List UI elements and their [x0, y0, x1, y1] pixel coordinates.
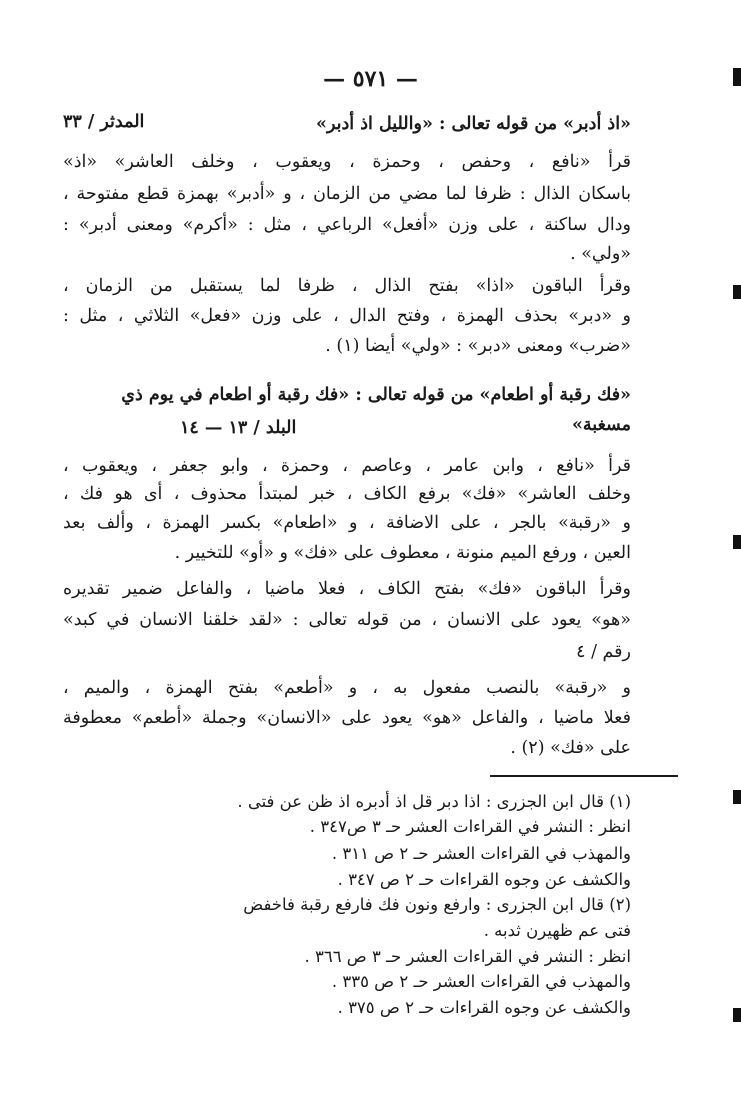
- paragraph-line: و «رقبة» بالنصب مفعول به ، و «أطعم» بفتح الهمزة ، والميم ،: [63, 678, 631, 698]
- paragraph-line: «هو» يعود على الانسان ، من قوله تعالى : «لقد خلقنا الانسان في كبد»: [63, 610, 631, 630]
- section-1-heading: «اذ أدبر» من قوله تعالى : «والليل اذ أدبر»: [316, 114, 631, 134]
- scan-edge-mark: [733, 285, 741, 299]
- section-1-ref: المدثر / ٣٣: [63, 112, 145, 132]
- paragraph-line: و «رقبة» بالجر ، على الاضافة ، و «اطعام» بكسر الهمزة ، وألف بعد: [63, 513, 631, 533]
- paragraph-line: ودال ساكنة ، على وزن «أفعل» الرباعي ، مثل : «أكرم» ومعنى أدبر» :: [63, 215, 631, 235]
- paragraph-line: «ولي» .: [570, 244, 631, 264]
- paragraph-line: باسكان الذال : ظرفا لما مضي من الزمان ، و «أدبر» بهمزة قطع مفتوحة ،: [63, 184, 631, 204]
- footnote-line: والكشف عن وجوه القراءات حـ ٢ ص ٣٧٥ .: [337, 998, 631, 1017]
- footnote-line: (٢) قال ابن الجزرى : وارفع ونون فك فارفع رقبة فاخفض: [243, 895, 631, 914]
- scan-edge-mark: [733, 68, 741, 86]
- paragraph-line: رقم / ٤: [576, 642, 631, 662]
- paragraph-line: قرأ «نافع ، وابن عامر ، وعاصم ، وحمزة ، وابو جعفر ، ويعقوب ،: [63, 456, 631, 476]
- footnote-line: (١) قال ابن الجزرى : اذا دبر قل اذ أدبره اذ ظن عن فتى .: [237, 792, 631, 811]
- paragraph-line: على «فك» (٢) .: [510, 738, 631, 758]
- section-2-ref: البلد / ١٣ — ١٤: [180, 418, 297, 438]
- scan-edge-mark: [733, 535, 741, 549]
- footnote-line: والمهذب في القراءات العشر حـ ٢ ص ٣١١ .: [331, 844, 631, 863]
- footnote-line: والكشف عن وجوه القراءات حـ ٢ ص ٣٤٧ .: [337, 870, 631, 889]
- paragraph-line: «ضرب» ومعنى «دبر» : «ولي» أيضا (١) .: [325, 336, 631, 356]
- footnote-line: انظر : النشر في القراءات العشر حـ ٣ ص ٣٦٦ .: [304, 947, 631, 966]
- section-2-heading-cont: مسغبة»: [571, 415, 631, 435]
- paragraph-line: قرأ «نافع ، وحفص ، وحمزة ، ويعقوب ، وخلف العاشر» «اذ»: [63, 152, 631, 172]
- footnote-line: فتى عم ظهيرن ثدبه .: [483, 921, 631, 940]
- paragraph-line: وخلف العاشر» «فك» برفع الكاف ، خبر لمبتدأ محذوف ، أى هو فك ،: [63, 484, 631, 504]
- paragraph-line: العين ، ورفع الميم منونة ، معطوف على «فك» و «أو» للتخيير .: [174, 543, 631, 563]
- paragraph-line: وقرأ الباقون «فك» بفتح الكاف ، فعلا ماضيا ، والفاعل ضمير تقديره: [63, 579, 631, 599]
- scan-edge-mark: [733, 790, 741, 804]
- paragraph-line: و «دبر» بحذف الهمزة ، وفتح الدال ، على وزن «فعل» الثلاثي ، مثل :: [63, 306, 631, 326]
- paragraph-line: وقرأ الباقون «اذا» بفتح الذال ، ظرفا لما يستقبل من الزمان ،: [63, 276, 631, 296]
- page-number: — ٥٧١ —: [323, 66, 418, 92]
- footnote-divider: [490, 775, 678, 777]
- scan-edge-mark: [733, 1008, 741, 1022]
- footnote-line: والمهذب في القراءات العشر حـ ٢ ص ٣٣٥ .: [331, 972, 631, 991]
- section-2-heading: «فك رقبة أو اطعام» من قوله تعالى : «فك رقبة أو اطعام في يوم ذي: [121, 385, 631, 405]
- paragraph-line: فعلا ماضيا ، والفاعل «هو» يعود على «الانسان» وجملة «أطعم» معطوفة: [63, 708, 631, 728]
- footnote-line: انظر : النشر في القراءات العشر حـ ٣ ص٣٤٧ .: [309, 817, 631, 836]
